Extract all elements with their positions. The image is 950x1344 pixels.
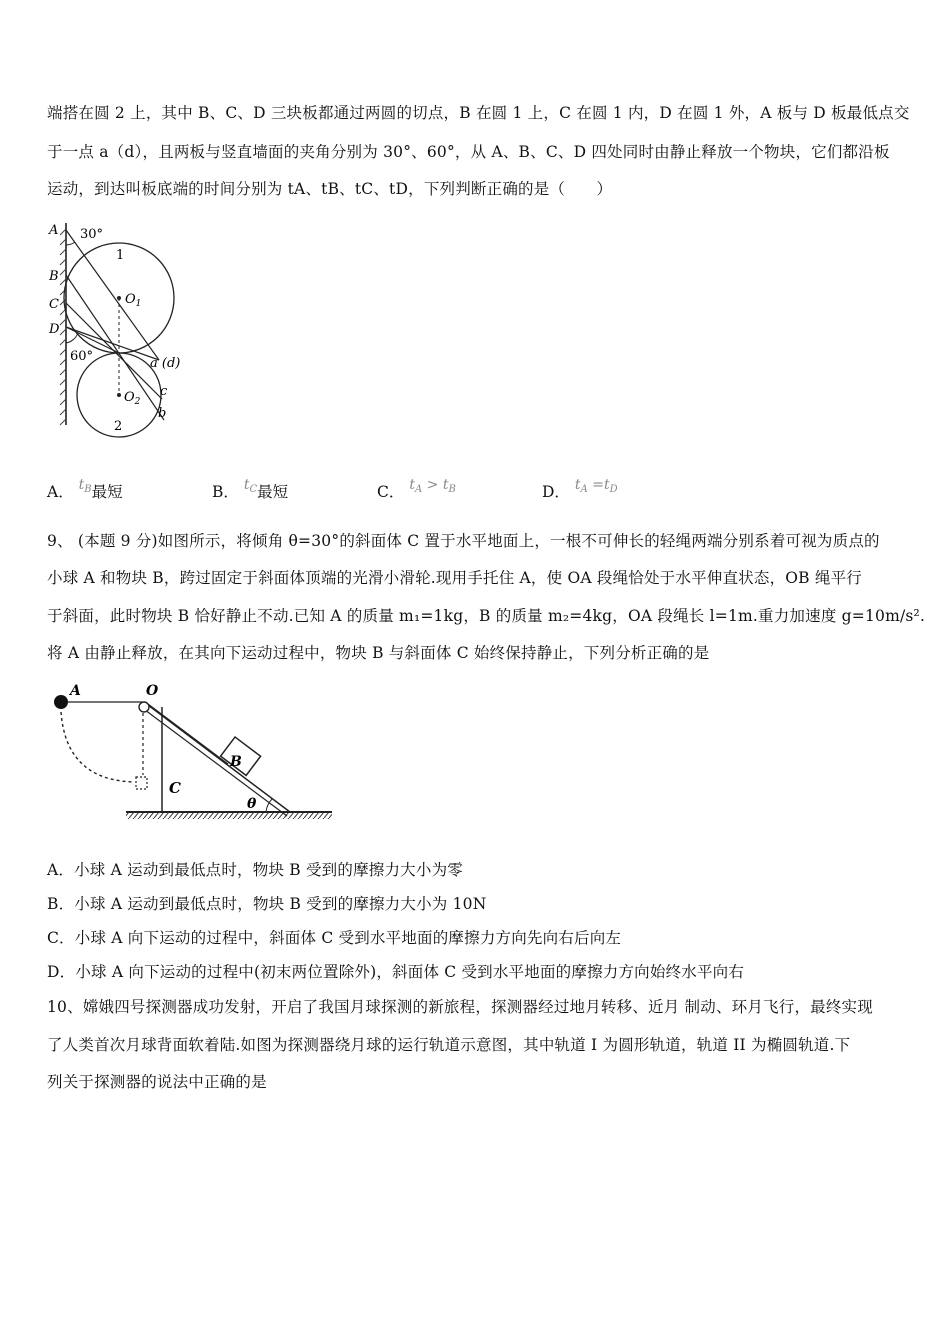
q8-line-1: 端搭在圆 2 上，其中 B、C、D 三块板都通过两圆的切点，B 在圆 1 上，C 在圆 1 内，D 在圆 1 外，A 板与 D 板最低点交 [47,104,910,122]
label-c: c [160,384,168,399]
label-O2: $O_2$ [124,390,141,407]
label-incline-C: C [169,779,181,797]
label-D: D [49,322,60,337]
label-a-d: a (d) [150,356,181,371]
label-A: A [49,223,59,238]
q9-incline-figure [44,680,339,830]
label-angle-30: 30° [80,227,104,242]
label-circle-1: 1 [116,248,125,263]
q9-line-3: 于斜面，此时物块 B 恰好静止不动.已知 A 的质量 m₁=1kg，B 的质量 m₂=4kg，OA 段绳长 l=1m.重力加速度 g=10m/s². [47,607,926,625]
q9-option-b[interactable]: B．小球 A 运动到最低点时，物块 B 受到的摩擦力大小为 10N [47,895,487,913]
label-C: C [49,297,59,312]
q8-option-b[interactable]: B． $t_C$最短 [212,477,289,501]
q9-option-d[interactable]: D．小球 A 向下运动的过程中(初末两位置除外)，斜面体 C 受到水平地面的摩擦力方向始终水平向右 [47,963,745,981]
q8-option-c[interactable]: C． $t_A > t_B$ [377,477,456,501]
q9-option-a[interactable]: A．小球 A 运动到最低点时，物块 B 受到的摩擦力大小为零 [47,861,463,879]
label-angle-60: 60° [70,349,94,364]
q9-line-1: 9、 (本题 9 分)如图所示，将倾角 θ=30°的斜面体 C 置于水平地面上，一根不可伸长的轻绳两端分别系着可视为质点的 [47,532,880,550]
q8-line-3: 运动，到达叫板底端的时间分别为 tA、tB、tC、tD，下列判断正确的是（ ） [47,180,613,198]
q8-option-a[interactable]: A． $t_B$最短 [47,477,123,501]
q8-line-2: 于一点 a（d），且两板与竖直墙面的夹角分别为 30°、60°，从 A、B、C、D 四处同时由静止释放一个物块，它们都沿板 [47,143,890,161]
q8-circles-figure [44,215,204,440]
label-circle-2: 2 [114,419,123,434]
label-pulley-O: O [146,683,159,699]
q8-option-d[interactable]: D． $t_A =t_D$ [542,477,618,501]
label-b: b [158,406,167,421]
q9-line-4: 将 A 由静止释放，在其向下运动过程中，物块 B 与斜面体 C 始终保持静止，下列分析正确的是 [47,644,710,662]
label-theta: θ [247,796,257,812]
q9-option-c[interactable]: C．小球 A 向下运动的过程中，斜面体 C 受到水平地面的摩擦力方向先向右后向左 [47,929,622,947]
label-ball-A: A [70,683,81,699]
q10-line-1: 10、嫦娥四号探测器成功发射，开启了我国月球探测的新旅程，探测器经过地月转移、近月 制动、环月飞行，最终实现 [47,998,873,1016]
q10-line-2: 了人类首次月球背面软着陆.如图为探测器绕月球的运行轨道示意图，其中轨道 I 为圆形轨道，轨道 II 为椭圆轨道.下 [47,1036,851,1054]
label-O1: $O_1$ [125,292,142,309]
label-block-B: B [230,754,242,770]
label-B: B [49,269,59,284]
q10-line-3: 列关于探测器的说法中正确的是 [47,1073,267,1091]
q9-line-2: 小球 A 和物块 B，跨过固定于斜面体顶端的光滑小滑轮.现用手托住 A，使 OA 段绳恰处于水平伸直状态，OB 绳平行 [47,569,862,587]
